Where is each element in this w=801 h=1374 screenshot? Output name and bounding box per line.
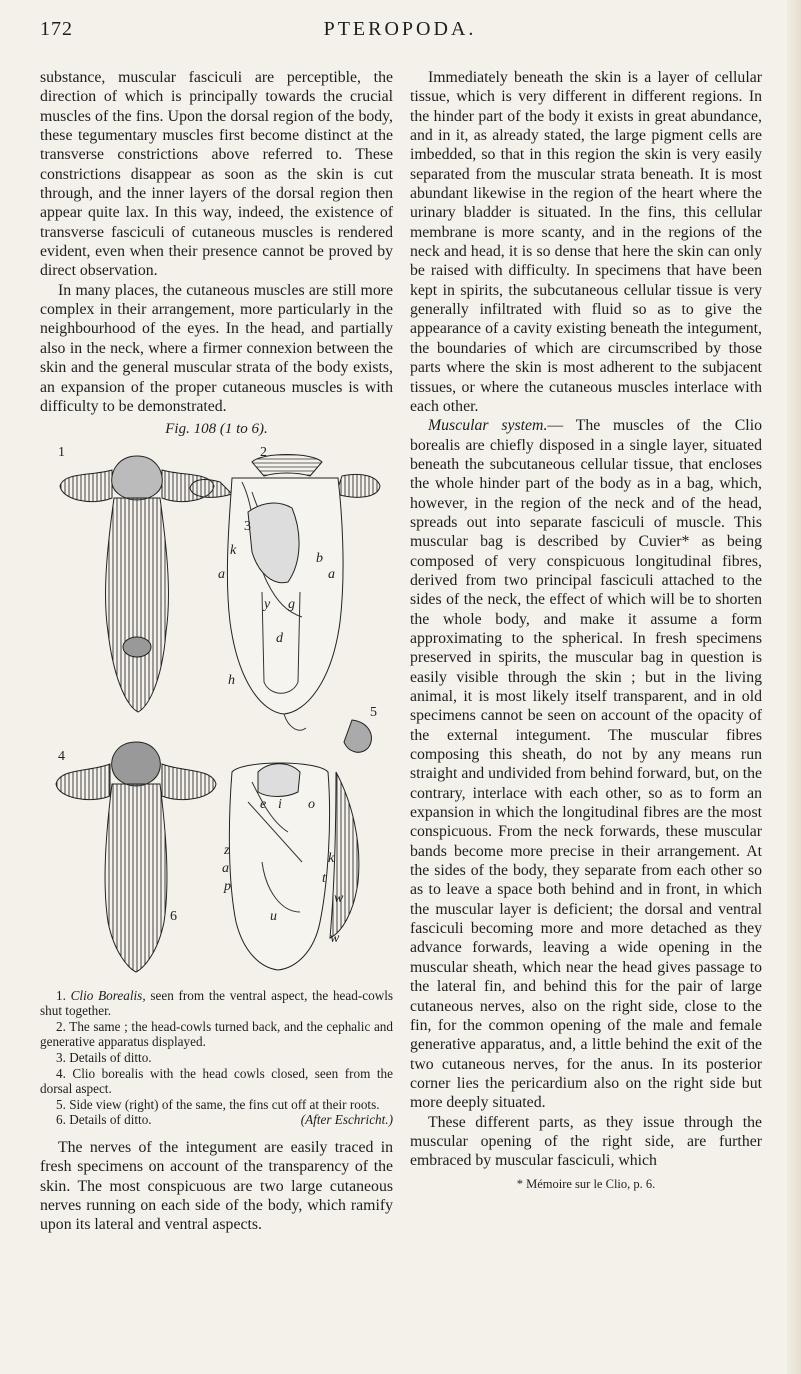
label-5: 5 — [369, 704, 377, 720]
page-edge-shadow — [787, 0, 801, 1374]
paragraph: The nerves of the integument are easily traced in fresh specimens on account of the transparency of the skin. The most conspicuous are two large cutaneous nerves running on each side of the body, which ramify upon its lateral and ventral aspects. — [40, 1138, 393, 1234]
page-header — [40, 18, 760, 48]
label-1: 1 — [57, 444, 65, 460]
footnote: * Mémoire sur le Clio, p. 6. — [516, 1176, 656, 1191]
label-w: w — [333, 890, 343, 906]
label-k-fig5: k — [327, 850, 334, 866]
figure-1-ventral-view — [60, 456, 214, 712]
label-3: 3 — [243, 518, 251, 534]
label-a-right: a — [327, 566, 335, 582]
left-column — [40, 68, 393, 1235]
label-e: e — [259, 796, 266, 812]
label-k: k — [229, 542, 236, 558]
paragraph: These different parts, as they issue through the muscular opening of the right side, are further embraced by muscular fasciculi, which — [410, 1113, 762, 1170]
right-column — [410, 68, 762, 1194]
label-z: z — [223, 842, 229, 858]
running-title: PTEROPODA. — [323, 18, 477, 40]
legend-item: 2. The same ; the head-cowls turned back, and the cephalic and generative apparatus displayed. — [40, 1018, 393, 1050]
figure-5-side-view — [229, 720, 371, 970]
label-6: 6 — [169, 908, 177, 924]
label-b: b — [315, 550, 323, 566]
label-h: h — [227, 672, 235, 688]
label-i: i — [277, 796, 282, 812]
figure-credit: (After Eschricht.) — [300, 1112, 393, 1128]
page-number: 172 — [40, 18, 73, 40]
figure-4-dorsal-view — [56, 742, 216, 972]
legend-item: 4. Clio borealis with the head cowls closed, seen from the dorsal aspect. — [40, 1065, 393, 1097]
figure-2-cowls-turned-back — [190, 454, 380, 730]
legend-item: 3. Details of ditto. — [56, 1049, 152, 1065]
legend-item: 5. Side view (right) of the same, the fins cut off at their roots. — [56, 1096, 380, 1112]
figure-legend — [40, 988, 393, 1128]
label-p: p — [223, 878, 231, 894]
paragraph: Muscular system.— The muscles of the Clio borealis are chiefly disposed in a single layer, situated beneath the subcutaneous cellular tissue, that encloses the whole hinder part of the body as in a bag, which, however, in the region of the neck and of the head, spreads out into separate fasciculi of muscle. This muscular bag is described by Cuvier* as being composed of very conspicuous longitudinal fibres, derived from two principal fasciculi attached to the sides of the neck, the effect of which will be to shorten the whole body, and make it assume a form approximating to the spherical. In fresh specimens preserved in spirits, the muscular bag in question is easily visible through the skin ; but in the living animal, it is most likely itself transparent, and in old specimens cannot be seen on account of the opacity of the external integument. The muscular fibres composing this sheath, do not by any means run straight and undivided from behind forward, but, on the contrary, interlace with each other, so as to form an expansion in which the longitudinal fibres are the most conspicuous. From the neck forwards, these muscular bands become more precise in their arrangement. At the sides of the body, they separate from each other so as to leave a space both behind and in front, in which the muscular layer is deficient; the dorsal and ventral fasciculi becoming more and more detached as they advance forwards, leaving a wide opening in the muscular sheath, which near the head gives passage to the lateral fin, and behind this for the pair of large cutaneous nerves, also on the right side, close to the fin, for the common opening of the male and female generative apparatus, and, a little behind the exit of the two cutaneous nerves, for the anus. In its posterior corner lies the pericardium also on the right side but more deeply situated. — [410, 417, 762, 1112]
section-heading: Muscular system. — [428, 417, 548, 435]
label-w-lower: w — [329, 930, 339, 946]
legend-item: 6. Details of ditto. (After Eschricht.) — [56, 1112, 393, 1128]
label-y: y — [263, 596, 270, 612]
label-o: o — [307, 796, 315, 812]
label-d: d — [275, 630, 283, 646]
label-u: u — [269, 908, 277, 924]
label-g: g — [287, 596, 295, 612]
paragraph: substance, muscular fasciculi are perceptible, the direction of which is principally towards the crucial muscles of the fins. Upon the dorsal region of the body, these tegumentary muscles first become distinct at the transverse constrictions above referred to. These constrictions disappear as soon as the skin is cut through, and the inner layers of the dorsal region then appear quite lax. In this way, indeed, the existence of transverse fasciculi of cutaneous muscles is rendered evident, even when their presence cannot be proved by direct observation. — [40, 69, 393, 280]
label-4: 4 — [57, 748, 65, 764]
label-2: 2 — [259, 444, 267, 460]
legend-item: 1. Clio Borealis, seen from the ventral aspect, the head-cowls shut together. — [40, 987, 394, 1019]
figure-clio-borealis — [52, 442, 382, 982]
paragraph: Immediately beneath the skin is a layer of cellular tissue, which is very different in different regions. In the hinder part of the body it exists in great abundance, and in it, as already stated, the large pigment cells are imbedded, so that in this region the skin is very easily separated from the muscular strata beneath. It is most abundant likewise in the region of the heart where the urinary bladder is situated. In the fins, this cellular membrane is more scanty, and in the regions of the neck and head, it is so dense that here the skin can only be raised with difficulty. In specimens that have been kept in spirits, the subcutaneous cellular tissue is very generally infiltrated with fluid so as to give the appearance of a cavity existing beneath the integument, the boundaries of which are circumscribed by those parts where the skin is most adherent to the subjacent tissues, or where the cutaneous muscles interlace with each other. — [410, 69, 762, 415]
label-a: a — [217, 566, 225, 582]
figure-caption: Fig. 108 (1 to 6). — [165, 421, 268, 438]
label-t: t — [321, 870, 326, 886]
paragraph: In many places, the cutaneous muscles are still more complex in their arrangement, more particularly in the neighbourhood of the eyes. In the head, and partially also in the neck, where a firmer connexion between the skin and the general muscular strata of the body exists, an expansion of the proper cutaneous muscles is with difficulty to be demonstrated. — [40, 281, 393, 415]
label-a-fig5: a — [221, 860, 229, 876]
